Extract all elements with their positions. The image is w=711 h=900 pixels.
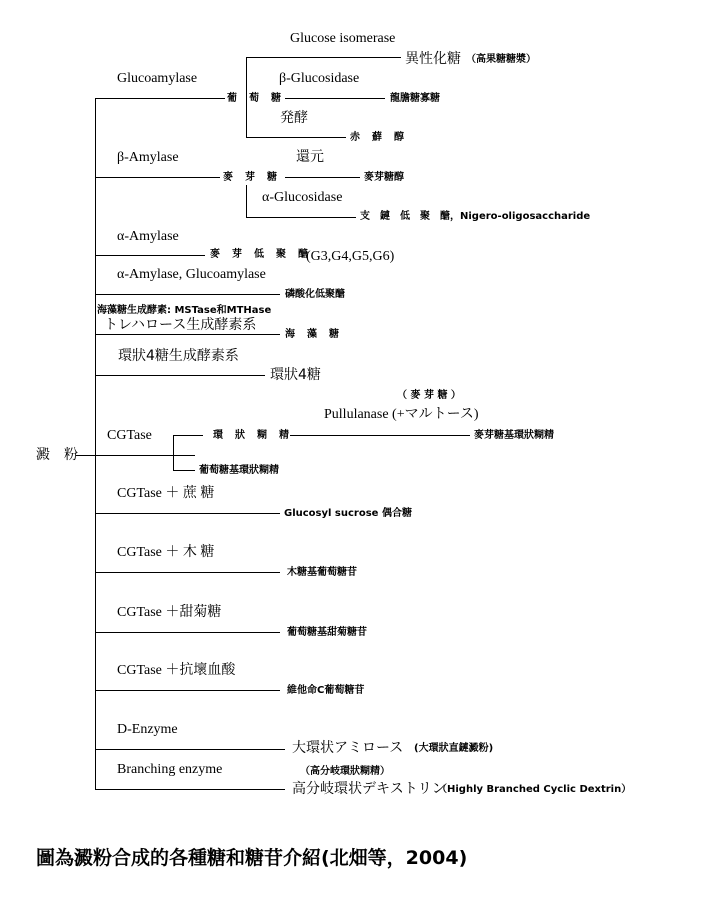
branch-glucoamylase — [95, 98, 225, 99]
maltose-label: 麥 芽 糖 — [223, 172, 278, 183]
hbcd-note: （高分岐環狀糊精） — [300, 766, 390, 777]
gentio-oligo-label: 龍膽糖寡糖 — [390, 93, 440, 104]
branch-cgtase-xylose — [95, 572, 280, 573]
cd-stub — [173, 435, 203, 436]
cgtase-vitc-label: CGTase ＋抗壞血酸 — [117, 663, 236, 678]
alpha-glucosidase-label: α-Glucosidase — [262, 190, 343, 205]
cyclodextrin-label: 環 狀 糊 精 — [213, 430, 290, 441]
glucosyl-cd-label: 葡萄糖基環狀糊精 — [199, 465, 279, 476]
branch-trehalose — [95, 334, 280, 335]
glucoamylase-label: Glucoamylase — [117, 71, 198, 86]
alpha-glucosidase-line — [246, 217, 356, 218]
hfcs-note: （高果糖糖漿） — [466, 54, 536, 65]
branch-cgtase — [95, 455, 195, 456]
reduction-line — [285, 177, 360, 178]
branching-enzyme-label: Branching enzyme — [117, 762, 223, 777]
pullulanase-top-label: （ 麥 芽 糖 ） — [397, 390, 461, 401]
hbcd-label: 高分岐環状デキストリン — [292, 781, 446, 797]
maltitol-label: 麥芽糖醇 — [364, 172, 404, 183]
trehalose-enzymes-cn: 海藻糖生成酵素: MSTase和MTHase — [97, 305, 272, 316]
xylosyl-glucoside-label: 木糖基葡萄糖苷 — [287, 567, 357, 578]
maltose-vertical — [246, 185, 247, 217]
hfcs-label: 異性化糖 — [405, 51, 461, 67]
alpha-amylase-glucoamylase-label: α-Amylase, Glucoamylase — [117, 267, 266, 282]
maltosyl-cd-label: 麥芽糖基環狀糊精 — [474, 430, 554, 441]
fermentation-label: 発酵 — [280, 110, 308, 126]
figure-caption: 圖為澱粉合成的各種糖和糖苷介紹(北畑等，2004) — [36, 847, 468, 869]
beta-glucosidase-line — [285, 98, 385, 99]
cycloamylose-label: 大環状アミロース — [292, 740, 404, 756]
glucose-isomerase-label: Glucose isomerase — [290, 31, 396, 46]
glucosyl-stevioside-label: 葡萄糖基甜菊糖苷 — [287, 627, 367, 638]
cgtase-fructose-label: CGTase ＋甜菊糖 — [117, 605, 222, 620]
glucose-isomerase-line — [246, 57, 401, 58]
cgtase-xylose-label: CGTase ＋ 木 糖 — [117, 545, 215, 560]
d-enzyme-label: D-Enzyme — [117, 722, 178, 737]
fermentation-line — [246, 137, 346, 138]
phospho-oligo-label: 磷酸化低聚醣 — [285, 289, 345, 300]
cgtase-sucrose-label: CGTase ＋ 蔗 糖 — [117, 486, 215, 501]
beta-amylase-label: β-Amylase — [117, 150, 179, 165]
pullulanase-line — [290, 435, 470, 436]
trehalose-enzymes-jp: トレハロース生成酵素系 — [104, 317, 257, 333]
branch-alpha-amylase-glucoamylase — [95, 294, 280, 295]
branch-cyclic4 — [95, 375, 265, 376]
branch-d-enzyme — [95, 749, 285, 750]
alpha-amylase-label: α-Amylase — [117, 229, 179, 244]
glucosyl-cd-stub — [173, 470, 195, 471]
cyclic4-enzymes-label: 環狀4糖生成酵素系 — [118, 348, 239, 364]
pullulanase-label: Pullulanase (+マルトース) — [324, 407, 479, 422]
branch-cgtase-vitc — [95, 690, 280, 691]
branch-branching — [95, 789, 285, 790]
cgtase-label: CGTase — [107, 428, 152, 443]
malto-oligo-note: (G3,G4,G5,G6) — [306, 249, 395, 264]
cycloamylose-note: (大環狀直鏈澱粉) — [414, 743, 494, 754]
root-connector — [76, 455, 96, 456]
branch-alpha-amylase — [95, 255, 205, 256]
trehalose-label: 海 藻 糖 — [285, 329, 340, 340]
erythritol-label: 赤 蘚 醇 — [350, 132, 405, 143]
malto-oligo-label: 麥 芽 低 聚 醣 — [210, 249, 309, 260]
branch-cgtase-sucrose — [95, 513, 280, 514]
starch-root-label: 澱 粉 — [36, 447, 78, 463]
trunk-line — [95, 98, 96, 790]
glucose-label: 葡 萄 糖 — [227, 93, 282, 104]
reduction-label: 還元 — [296, 149, 324, 165]
branch-cgtase-fructose — [95, 632, 280, 633]
ascorbyl-glucoside-label: 維他命C葡萄糖苷 — [287, 685, 365, 696]
glucosyl-sucrose-label: Glucosyl sucrose 偶合糖 — [284, 508, 412, 519]
beta-glucosidase-label: β-Glucosidase — [279, 71, 360, 86]
branch-beta-amylase — [95, 177, 220, 178]
cgtase-vertical — [173, 435, 174, 471]
nigero-oligo-label: 支 鏈 低 聚 醣，Nigero-oligosaccharide — [360, 211, 591, 222]
cyclic4-label: 環狀4糖 — [270, 367, 321, 383]
hbcd-en-label: （Highly Branched Cyclic Dextrin） — [437, 784, 632, 795]
